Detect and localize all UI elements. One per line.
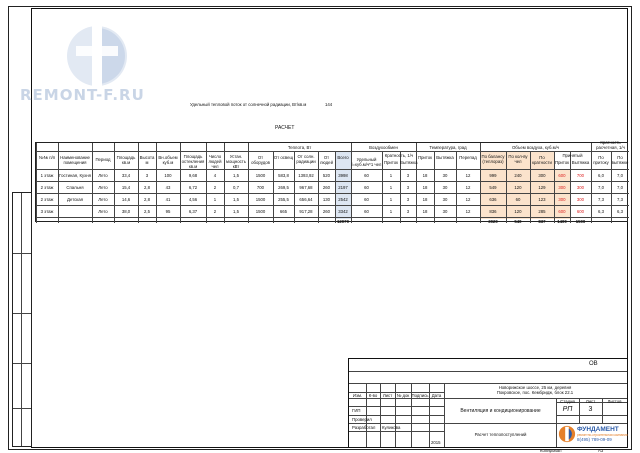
cell-v-in: 600	[558, 209, 566, 214]
cell-mult-in: 1	[389, 173, 393, 178]
role-developed: Разработал	[352, 425, 376, 430]
cell-v-people: 240	[514, 173, 522, 178]
cell-h-equip: 1500	[255, 197, 266, 202]
cell-height: 3	[145, 173, 149, 178]
cell-air-specific: 60	[364, 197, 369, 202]
role-gip: ГИП	[352, 408, 361, 413]
cell-height: 2,5	[144, 209, 150, 214]
cell-h-light: 269,5	[278, 185, 289, 190]
cell-height: 2,8	[144, 197, 150, 202]
col-sign: Подпись	[411, 393, 429, 398]
cell-air-specific: 60	[364, 173, 369, 178]
group-volume: Объем воздуха, куб.м/ч	[511, 145, 560, 150]
col-qty: К-во	[368, 393, 378, 398]
cell-m-in: 7,3	[598, 197, 604, 202]
cell-installed: 1,5	[233, 197, 239, 202]
hdr-installed: Устан. мощность кВт	[226, 154, 246, 169]
cell-v-balance: 836	[489, 209, 497, 214]
cell-v-in: 600	[558, 173, 566, 178]
cell-h-people: 260	[322, 209, 331, 214]
cell-name: Гостиная, Кухня	[59, 173, 91, 178]
cell-h-people: 520	[322, 173, 331, 178]
cell-people: 2	[213, 209, 217, 214]
cell-v-people: 120	[514, 209, 522, 214]
cell-period: Лето	[98, 185, 108, 190]
hdr-h-equip: От оборудов	[251, 155, 270, 165]
cell-h-light: 665	[279, 209, 288, 214]
address-line2: Покровское, пос. Кембридж, блок 22.1	[496, 390, 574, 395]
hdr-name: Наименование помещения	[60, 155, 90, 165]
cell-m-out: 6,3	[617, 209, 623, 214]
cell-v-mult: 285	[538, 209, 546, 214]
fundament-logo-icon	[558, 425, 576, 443]
hdr-people: Число людей чел	[208, 154, 222, 169]
remont-f-logo-icon	[62, 20, 132, 90]
cell-period: Лето	[98, 197, 108, 202]
cell-v-people: 120	[514, 185, 522, 190]
cell-t-out: 30	[442, 185, 448, 190]
sheet-title: Расчет теплопоступлений	[474, 432, 527, 437]
watermark-text: REMONT-F.RU	[20, 86, 145, 104]
cell-v-balance: 636	[489, 197, 497, 202]
project-name: Вентиляция и кондиционирование	[460, 408, 541, 414]
hdr-m-in: По притоку	[593, 155, 609, 165]
doc-code: ОВ	[589, 361, 598, 367]
cell-v-mult: 123	[538, 197, 546, 202]
cell-volume: 41	[165, 197, 171, 202]
cell-people: 1	[213, 197, 217, 202]
cell-v-people: 60	[515, 197, 521, 202]
cell-num: 3 этаж	[40, 209, 54, 214]
cell-people: 2	[213, 185, 217, 190]
cell-name: Спальня	[66, 185, 84, 190]
cell-mult-out: 3	[406, 197, 410, 202]
role-checked: Проверил	[352, 417, 372, 422]
year: 2015	[431, 440, 441, 445]
cell-num: 1 этаж	[40, 173, 54, 178]
cell-installed: 1,5	[233, 209, 239, 214]
cell-v-out: 600	[576, 209, 585, 214]
cell-v-in: 300	[558, 185, 566, 190]
cell-h-total: 2197	[338, 185, 348, 190]
hdr-air-specific: Удельный l=куб.м/ч*1 чел	[351, 157, 382, 167]
hdr-v-people: По кол-ву чел	[508, 154, 528, 164]
address-line1: Новорижское шоссе, 25 км, деревня	[498, 385, 572, 390]
cell-t-diff: 12	[465, 185, 471, 190]
cell-num: 2 этаж	[40, 197, 54, 202]
developer-name: Куликова	[382, 425, 401, 430]
side-stamp	[12, 192, 32, 447]
cell-v-balance: 999	[489, 173, 497, 178]
hdr-mult-out: Вытяжка	[400, 160, 418, 165]
cell-glazing: 9,68	[188, 173, 198, 178]
cell-v-balance: 549	[489, 185, 497, 190]
cell-h-total: 3342	[338, 209, 348, 214]
cell-glazing: 6,72	[188, 185, 198, 190]
hdr-period: Период	[95, 157, 111, 162]
cell-glazing: 6,37	[188, 209, 198, 214]
hdr-glazing: Площадь остекления кв.м	[181, 154, 205, 169]
group-mult: Кратность расчетная, 1/ч	[596, 140, 625, 150]
copied-label: Копировал	[540, 448, 562, 453]
cell-volume: 95	[165, 209, 171, 214]
cell-mult-out: 3	[406, 209, 410, 214]
cell-h-solar: 656,64	[299, 197, 313, 202]
group-temp: Температура, град	[429, 145, 467, 150]
cell-h-solar: 917,28	[299, 209, 313, 214]
solar-flux-label: Удельный тепловой поток от солнечной радиации, Вт/кв.м	[190, 102, 307, 107]
cell-t-out: 30	[442, 209, 448, 214]
section-title: РАСЧЕТ	[275, 125, 295, 131]
sub-mult: Кратность, 1/ч	[384, 153, 414, 158]
cell-t-out: 30	[442, 197, 448, 202]
cell-h-equip: 1500	[255, 209, 266, 214]
cell-volume: 43	[165, 185, 171, 190]
cell-m-in: 6,0	[598, 173, 604, 178]
company-sub: ремонтно-строительная компания	[577, 433, 628, 437]
company-phone: 8(495) 789-09-09	[577, 437, 612, 442]
cell-m-out: 7,0	[617, 185, 623, 190]
cell-period: Лето	[98, 173, 108, 178]
sheets-label: Листов	[607, 399, 622, 404]
hdr-mult-in: Приток	[383, 160, 399, 165]
sub-accepted: Принятый	[562, 153, 583, 158]
cell-area: 33,4	[121, 173, 131, 178]
cell-h-total: 3998	[338, 173, 348, 178]
cell-glazing: 4,56	[188, 197, 198, 202]
hdr-t-in: Приток	[417, 155, 433, 160]
hdr-h-total: Всего	[337, 155, 349, 160]
hdr-m-out: По вытяжке	[611, 155, 629, 165]
solar-flux-value: 144	[325, 102, 333, 107]
cell-h-light: 255,5	[278, 197, 289, 202]
cell-h-people: 130	[322, 197, 331, 202]
hdr-height: Высота м	[139, 155, 155, 165]
cell-area: 15,4	[121, 185, 131, 190]
company-name: ФУНДАМЕНТ	[577, 426, 619, 433]
hdr-v-balance: По балансу (теплораз)	[481, 154, 505, 164]
cell-v-out: 700	[576, 173, 585, 178]
total-v-in: 1400	[557, 218, 567, 224]
cell-area: 14,6	[121, 197, 131, 202]
cell-area: 38,0	[121, 209, 131, 214]
hdr-t-out: Вытяжка	[436, 155, 454, 160]
cell-v-mult: 300	[538, 173, 546, 178]
cell-t-diff: 12	[465, 197, 471, 202]
cell-mult-out: 3	[406, 173, 410, 178]
cell-mult-in: 1	[389, 209, 393, 214]
hdr-h-light: От освещ	[273, 155, 294, 160]
cell-h-solar: 1393,92	[298, 173, 314, 178]
cell-h-people: 260	[322, 185, 331, 190]
sheet-label: Лист	[585, 399, 596, 404]
total-heat: 12079	[337, 218, 349, 224]
sheet-value: 3	[588, 406, 593, 413]
total-v-mult: 837	[538, 218, 546, 224]
cell-m-out: 7,3	[617, 197, 623, 202]
cell-t-in: 18	[422, 185, 428, 190]
hdr-v-mult: По кратности	[532, 155, 552, 165]
hdr-h-solar: От солн. радиации	[296, 154, 316, 164]
title-block	[348, 358, 628, 448]
cell-height: 2,8	[144, 185, 150, 190]
cell-mult-in: 1	[389, 197, 393, 202]
cell-t-diff: 12	[465, 173, 471, 178]
stage-label: Стадия	[560, 399, 575, 404]
total-v-out: 1500	[575, 218, 586, 224]
hdr-h-people: От людей	[320, 155, 333, 165]
hdr-area: Площадь кв.м	[116, 155, 136, 165]
col-date: Дата	[431, 393, 442, 398]
stage-value: РП	[562, 406, 573, 413]
cell-people: 4	[213, 173, 217, 178]
cell-v-out: 300	[576, 197, 585, 202]
cell-volume: 100	[164, 173, 172, 178]
cell-h-solar: 967,68	[299, 185, 313, 190]
cell-v-out: 300	[576, 185, 585, 190]
cell-h-equip: 1500	[255, 173, 266, 178]
cell-period: Лето	[98, 209, 108, 214]
cell-t-in: 18	[422, 173, 428, 178]
hdr-num: №№ п/п	[38, 155, 56, 160]
cell-num: 2 этаж	[40, 185, 54, 190]
col-izm: Изм.	[352, 393, 363, 398]
cell-v-in: 300	[558, 197, 566, 202]
cell-t-out: 30	[442, 173, 448, 178]
cell-air-specific: 60	[364, 185, 369, 190]
cell-m-in: 6,3	[598, 209, 604, 214]
col-sheet: Лист	[382, 393, 393, 398]
cell-h-equip: 700	[256, 185, 265, 190]
hdr-v-out: Вытяжка	[571, 160, 590, 165]
cell-m-in: 7,0	[598, 185, 604, 190]
cell-installed: 1,5	[233, 173, 239, 178]
cell-h-total: 2542	[338, 197, 348, 202]
cell-t-in: 18	[422, 197, 428, 202]
cell-h-light: 583,8	[278, 173, 289, 178]
col-doc: № док	[396, 393, 410, 398]
hdr-v-in: Приток	[554, 160, 570, 165]
cell-v-mult: 129	[538, 185, 546, 190]
calculation-table	[35, 142, 628, 222]
total-v-people: 540	[514, 218, 522, 224]
format-label: А3	[598, 448, 604, 453]
cell-mult-out: 3	[406, 185, 410, 190]
cell-m-out: 7,0	[617, 173, 623, 178]
hdr-volume: Вн.объем куб.м	[158, 155, 178, 165]
cell-installed: 0,7	[233, 185, 239, 190]
cell-air-specific: 60	[364, 209, 369, 214]
cell-mult-in: 1	[389, 185, 393, 190]
cell-t-in: 18	[422, 209, 428, 214]
cell-name: Детская	[67, 197, 83, 202]
group-air: Воздухообмен	[369, 145, 398, 150]
cell-t-diff: 12	[465, 209, 471, 214]
hdr-t-diff: Перепад	[459, 155, 477, 160]
total-v-balance: 3020	[488, 218, 498, 224]
group-heat: Теплота, Вт	[287, 145, 312, 150]
